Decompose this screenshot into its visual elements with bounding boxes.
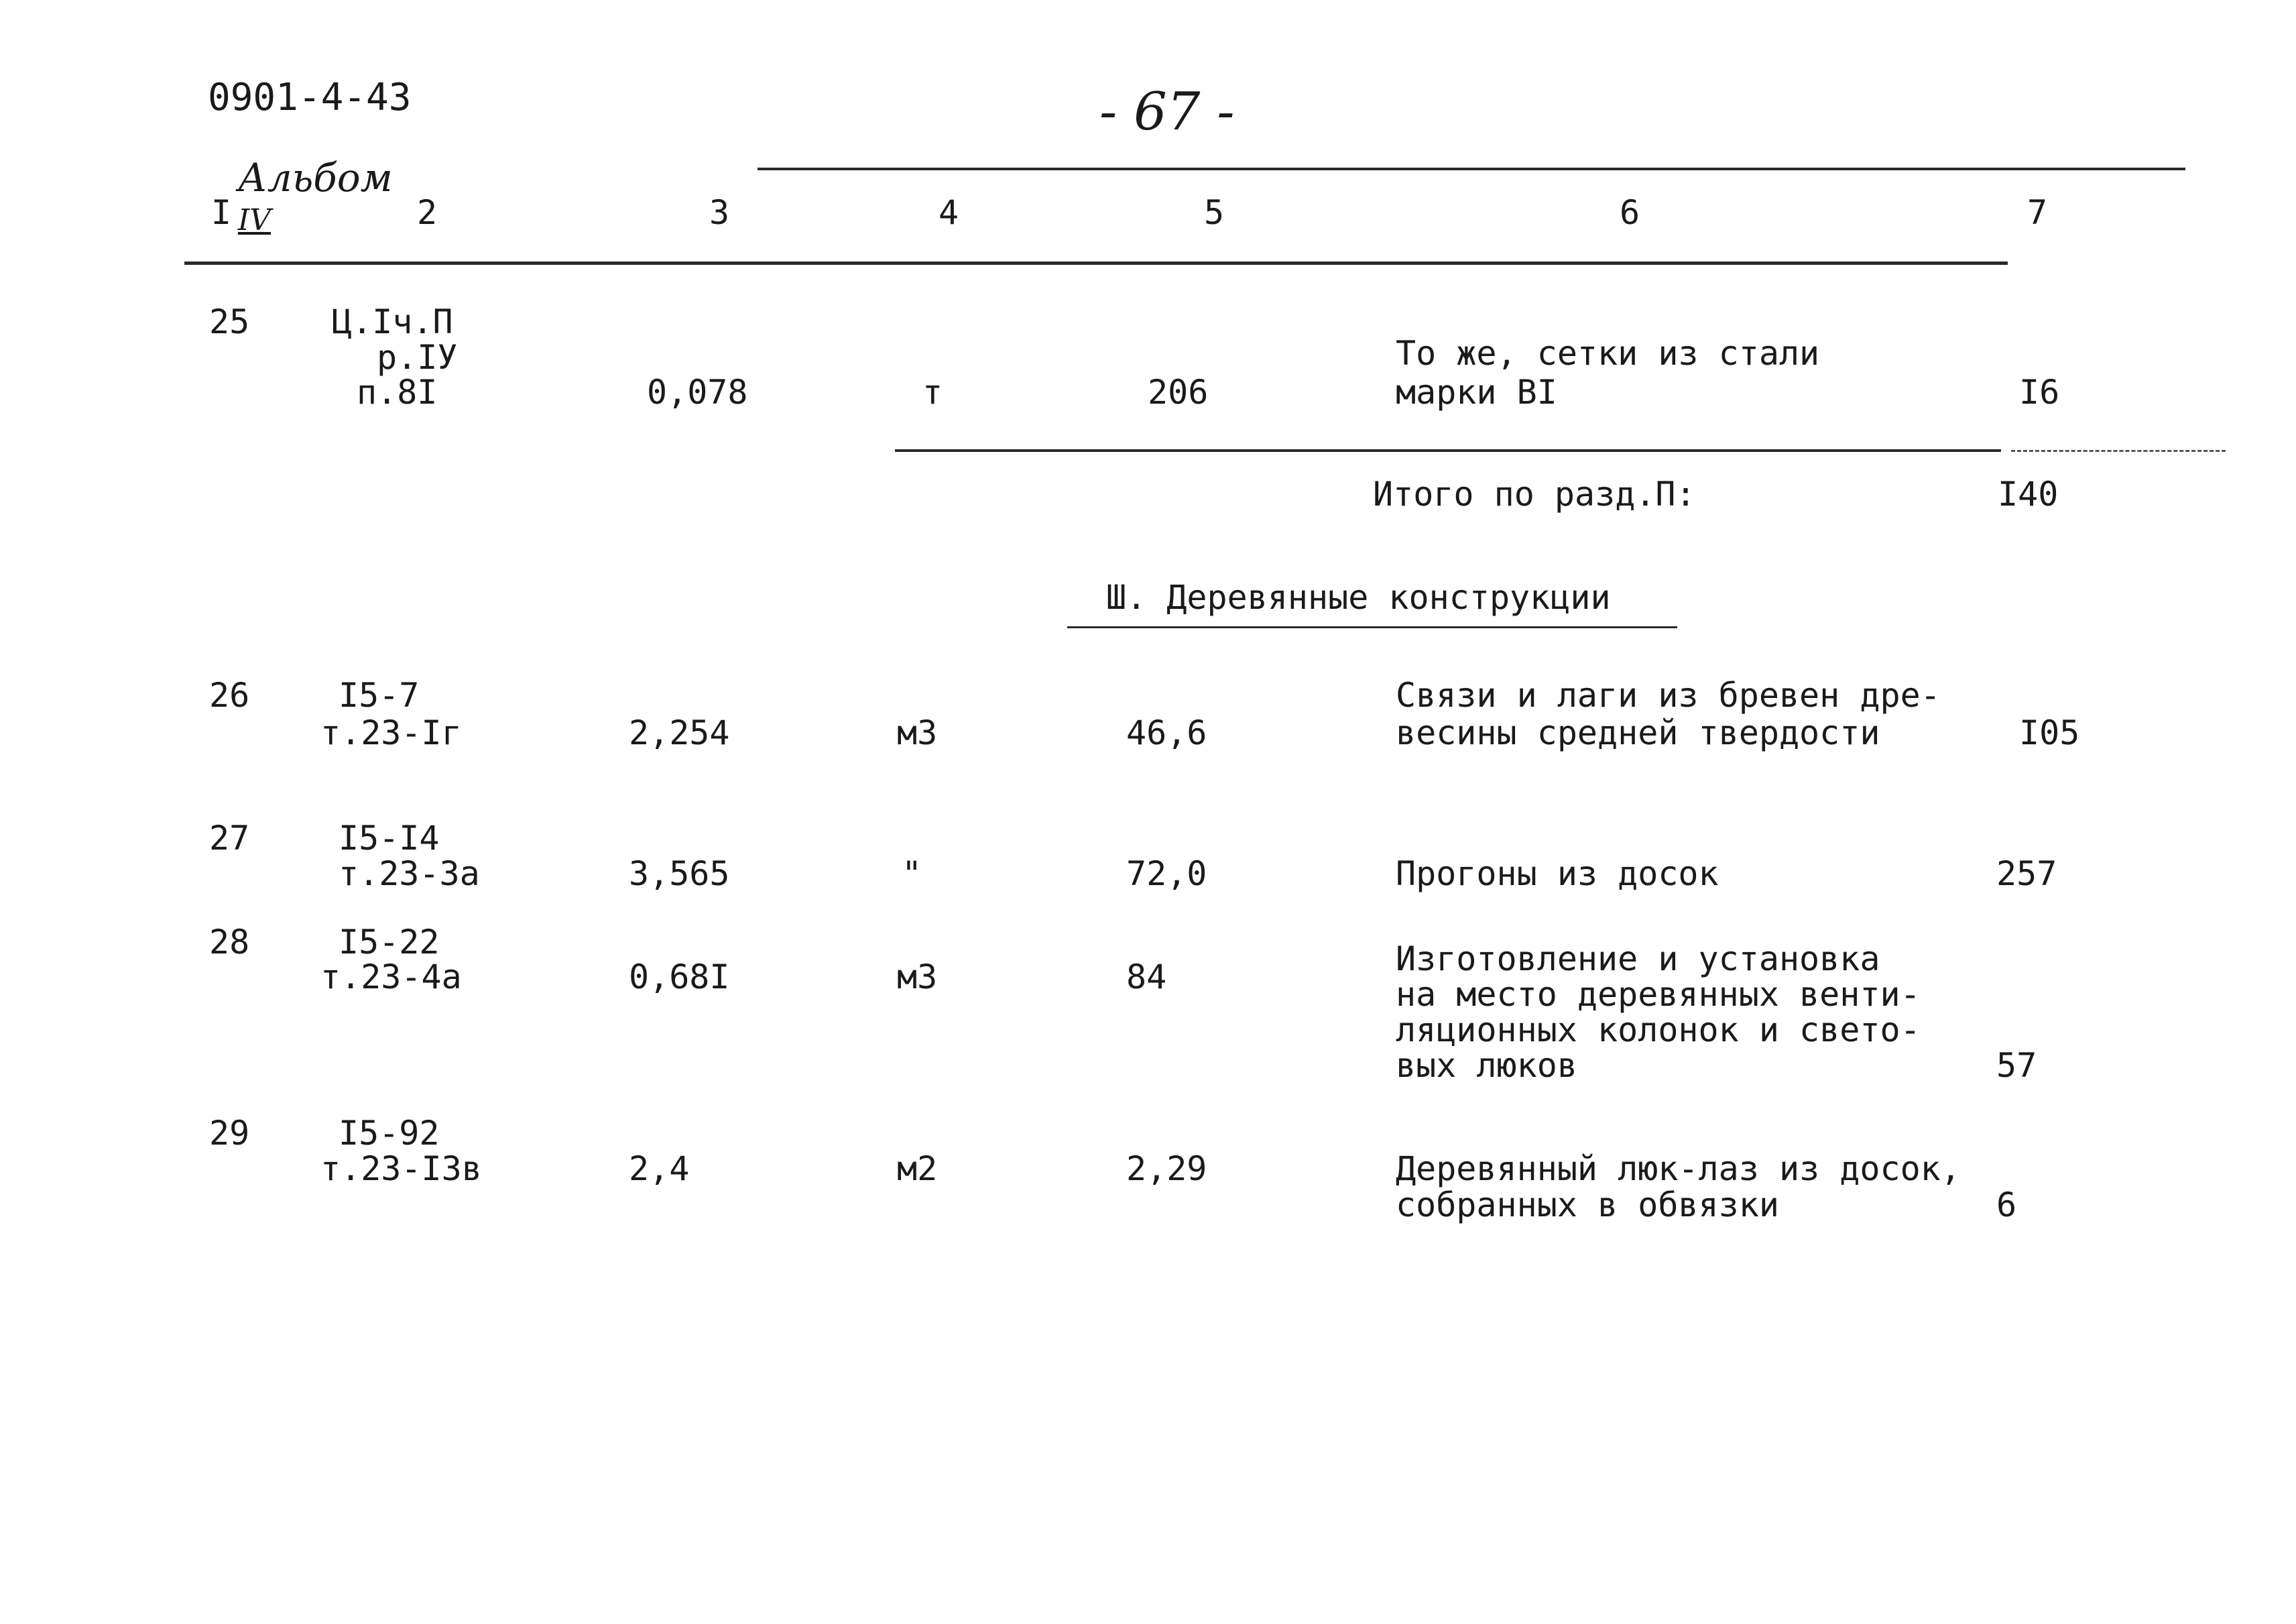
- row-description: То же, сетки из стали: [1396, 334, 1820, 373]
- row-description: Изготовление и установка: [1396, 939, 1880, 978]
- section-heading-underline: [1067, 626, 1677, 628]
- subtotal-value: I40: [1998, 475, 2059, 514]
- row-number: 25: [209, 302, 250, 341]
- row-ref: т.23-3а: [339, 854, 480, 893]
- col-header-4: 4: [939, 193, 959, 232]
- row-ref: I5-22: [339, 923, 440, 962]
- page-number: - 67 -: [1099, 82, 1235, 142]
- row-ref: т.23-Iг: [320, 713, 462, 752]
- section-heading: Ш. Деревянные конструкции: [1106, 578, 1611, 617]
- row-description: собранных в обвязки: [1396, 1185, 1779, 1224]
- row-description: марки BI: [1396, 373, 1557, 412]
- header-bottom-rule: [184, 262, 2008, 265]
- row-total: I05: [2019, 713, 2080, 752]
- row-unit: ": [902, 854, 922, 893]
- row-description: ляционных колонок и свето-: [1396, 1010, 1921, 1049]
- row-total: I6: [2019, 373, 2060, 412]
- row-quantity: 2,4: [629, 1149, 690, 1188]
- row-quantity: 0,078: [647, 373, 748, 412]
- row-ref: т.23-I3в: [320, 1149, 482, 1188]
- row-ref: п.8I: [357, 373, 438, 412]
- row-price: 84: [1126, 958, 1167, 996]
- row-price: 72,0: [1126, 854, 1207, 893]
- row-quantity: 0,68I: [629, 958, 730, 996]
- row-total: 6: [1996, 1185, 2017, 1224]
- col-header-3: 3: [709, 193, 730, 232]
- row-number: 28: [209, 923, 250, 962]
- row-ref: Ц.Iч.П: [332, 302, 453, 341]
- row-number: 27: [209, 819, 250, 858]
- subtotal-label: Итого по разд.П:: [1373, 475, 1696, 514]
- row-description: вых люков: [1396, 1046, 1577, 1085]
- row-unit: м3: [897, 958, 938, 996]
- row-ref: I5-I4: [339, 819, 440, 858]
- row-unit: м3: [897, 713, 938, 752]
- row-number: 29: [209, 1114, 250, 1153]
- col-header-1: I: [211, 193, 232, 232]
- top-rule: [758, 168, 2185, 170]
- col-header-2: 2: [417, 193, 438, 232]
- row-description: Связи и лаги из бревен дре-: [1396, 676, 1941, 715]
- row-quantity: 3,565: [629, 854, 730, 893]
- album-label: [213, 119, 393, 236]
- col-header-6: 6: [1620, 193, 1640, 232]
- subtotal-rule-dashed-end: [2011, 450, 2226, 452]
- subtotal-rule: [895, 449, 2001, 452]
- row-ref: р.IУ: [377, 338, 458, 377]
- album-word: Альбом: [237, 155, 393, 200]
- doc-code: 0901-4-43: [208, 76, 412, 119]
- row-ref: т.23-4а: [320, 958, 462, 996]
- row-price: 46,6: [1126, 713, 1207, 752]
- row-description: Деревянный люк-лаз из досок,: [1396, 1149, 1961, 1188]
- row-description: весины средней твердости: [1396, 713, 1880, 752]
- col-header-7: 7: [2027, 193, 2048, 232]
- row-description: на место деревянных венти-: [1396, 975, 1921, 1014]
- row-price: 2,29: [1126, 1149, 1207, 1188]
- row-description: Прогоны из досок: [1396, 854, 1719, 893]
- row-unit: т: [922, 373, 943, 412]
- col-header-5: 5: [1204, 193, 1225, 232]
- row-ref: I5-92: [339, 1114, 440, 1153]
- album-number: IV: [237, 203, 271, 237]
- row-total: 257: [1996, 854, 2057, 893]
- row-number: 26: [209, 676, 250, 715]
- row-unit: м2: [897, 1149, 938, 1188]
- row-quantity: 2,254: [629, 713, 730, 752]
- row-ref: I5-7: [339, 676, 420, 715]
- row-price: 206: [1148, 373, 1209, 412]
- row-total: 57: [1996, 1046, 2037, 1085]
